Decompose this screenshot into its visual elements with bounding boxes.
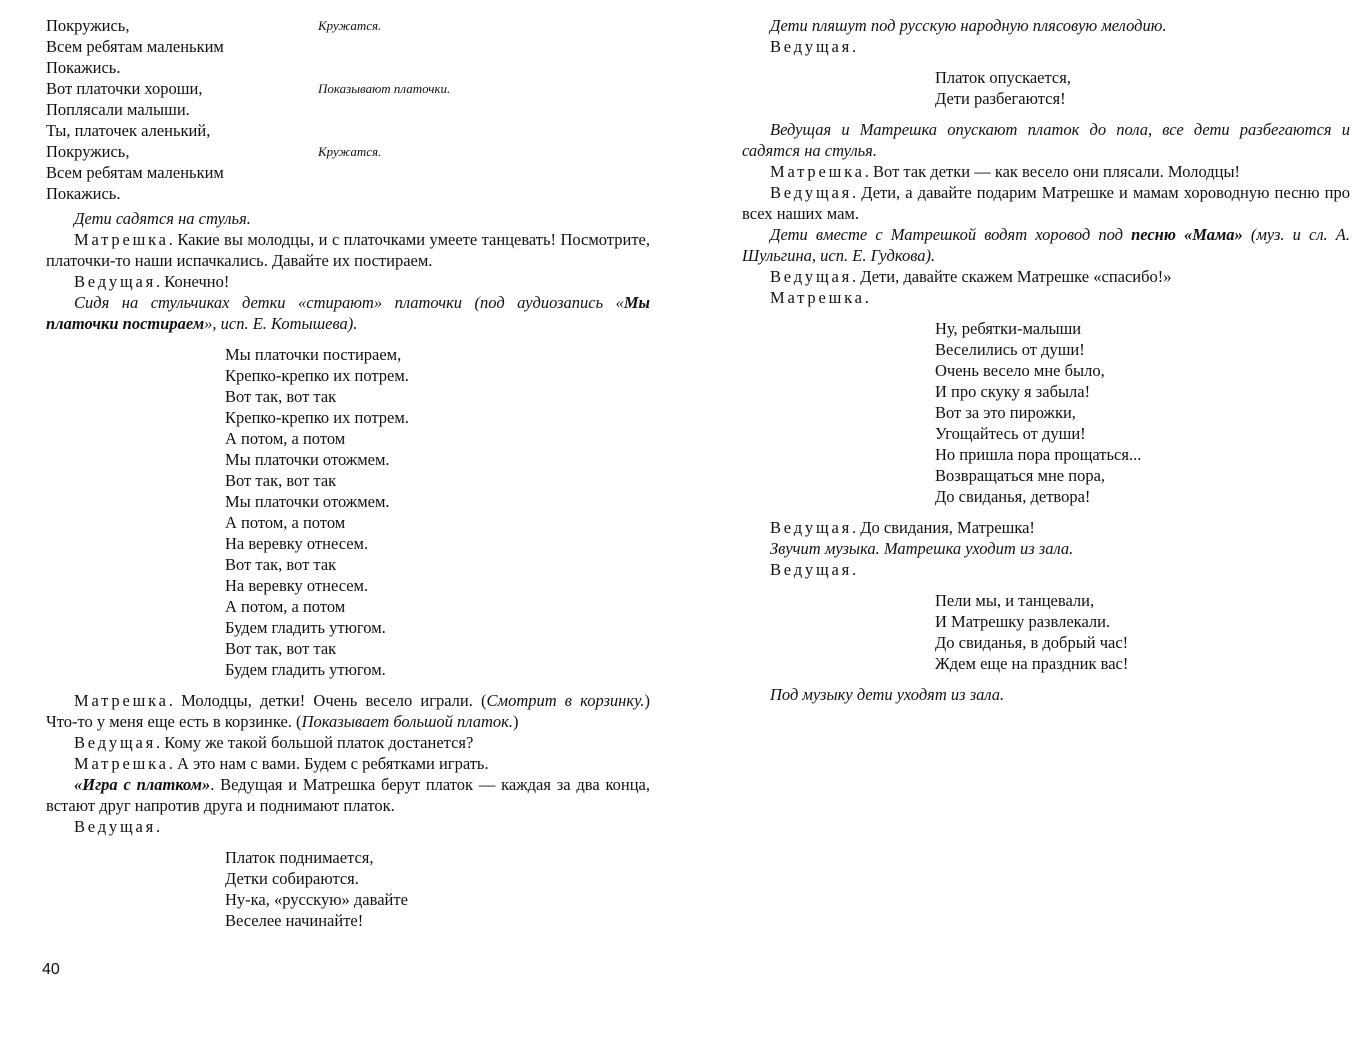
stage-direction: Дети пляшут под русскую народную плясовую мелодию. [770, 16, 1167, 35]
opening-verse [46, 15, 318, 204]
verse-line: Покажись. [46, 58, 121, 77]
verse-line: Покружись, [46, 16, 130, 35]
verse-line: Поплясали малыши. [46, 100, 190, 119]
verse-line: Будем гладить утюгом. [225, 660, 386, 679]
verse-line: Платок опускается, [935, 68, 1071, 87]
speaker-name: Матрешка [770, 288, 865, 307]
verse-line: Пели мы, и танцевали, [935, 591, 1095, 610]
dialogue-paragraph: Матрешка. Какие вы молодцы, и с платочками умеете танцевать! Посмотрите, платочки-то наши испачкались. Давайте их постираем. [46, 230, 650, 270]
stage-cue: Кружатся. [318, 18, 382, 33]
stage-direction: Дети вместе с Матрешкой водят хоровод под песню «Мама» (муз. и сл. А. Шульгина, исп. Е. Гудкова). [742, 225, 1350, 265]
game-paragraph: «Игра с платком». Ведущая и Матрешка берут платок — каждая за два конца, встают друг напротив друга и поднимают платок. [46, 775, 650, 815]
speaker-name: Ведущая [74, 733, 157, 752]
verse-line: До свиданья, детвора! [935, 487, 1091, 506]
dialogue-paragraph: Матрешка. Вот так детки — как весело они плясали. Молодцы! [770, 162, 1241, 181]
dialogue-paragraph: Ведущая. [74, 817, 161, 836]
stage-cue: Показывают платочки. [318, 81, 451, 96]
speaker-name: Ведущая [770, 560, 853, 579]
verse-line: Покружись, [46, 142, 130, 161]
dialogue-paragraph: Ведущая. [770, 37, 857, 56]
stage-cues [318, 15, 650, 204]
dialogue-paragraph: Ведущая. Кому же такой большой платок достанется? [74, 733, 474, 752]
verse-line: Ждем еще на праздник вас! [935, 654, 1129, 673]
stage-direction: Под музыку дети уходят из зала. [770, 685, 1005, 704]
verse-line: Возвращаться мне пора, [935, 466, 1106, 485]
dialogue-paragraph: Ведущая. До свидания, Матрешка! [770, 518, 1035, 537]
verse-line: Веселились от души! [935, 340, 1085, 359]
verse-line: На веревку отнесем. [225, 576, 369, 595]
verse-line: Будем гладить утюгом. [225, 618, 386, 637]
dialogue-paragraph: Матрешка. [770, 288, 869, 307]
speaker-name: Матрешка [74, 754, 169, 773]
dialogue-paragraph: Ведущая. Дети, а давайте подарим Матрешке и мамам хороводную песню про всех наших мам. [742, 183, 1350, 223]
speaker-name: Ведущая [74, 272, 157, 291]
verse-line: Вот так, вот так [225, 471, 337, 490]
verse-line: Мы платочки отожмем. [225, 450, 390, 469]
left-page [46, 15, 650, 941]
verse-line: Вот за это пирожки, [935, 403, 1076, 422]
dialogue-paragraph: Матрешка. Молодцы, детки! Очень весело играли. (Смотрит в корзинку.) Что-то у меня еще есть в корзинке. (Показывает большой платок.) [46, 691, 650, 731]
dialogue-paragraph: Ведущая. [770, 560, 857, 579]
verse-line: Очень весело мне было, [935, 361, 1105, 380]
stage-direction: Сидя на стульчиках детки «стирают» платочки (под аудиозапись «Мы платочки постираем», исп. Е. Котышева). [46, 293, 650, 333]
verse-line: Веселее начинайте! [225, 911, 364, 930]
verse-line: До свиданья, в добрый час! [935, 633, 1129, 652]
verse-line: Но пришла пора прощаться... [935, 445, 1142, 464]
verse-line: Крепко-крепко их потрем. [225, 408, 409, 427]
song-title: песню «Мама» [1131, 225, 1243, 244]
speaker-name: Матрешка [74, 691, 169, 710]
verse-line: А потом, а потом [225, 597, 346, 616]
speaker-name: Ведущая [770, 267, 853, 286]
verse-line: Ну-ка, «русскую» давайте [225, 890, 408, 909]
verse-line: Вот платочки хороши, [46, 79, 203, 98]
speaker-name: Матрешка [770, 162, 865, 181]
stage-direction: Дети садятся на стулья. [74, 209, 251, 228]
stage-cue: Кружатся. [318, 144, 382, 159]
verse-line: Ну, ребятки-малыши [935, 319, 1082, 338]
closing-verse [46, 847, 650, 931]
verse-line: Крепко-крепко их потрем. [225, 366, 409, 385]
verse-line: Всем ребятам маленьким [46, 163, 224, 182]
dialogue-paragraph: Ведущая. Дети, давайте скажем Матрешке «спасибо!» [770, 267, 1172, 286]
verse-line: Дети разбегаются! [935, 89, 1066, 108]
page-number: 40 [42, 961, 60, 978]
verse-line: Мы платочки постираем, [225, 345, 402, 364]
verse-line: А потом, а потом [225, 429, 346, 448]
verse-line: Всем ребятам маленьким [46, 37, 224, 56]
verse-line: И про скуку я забыла! [935, 382, 1091, 401]
verse-line: Вот так, вот так [225, 639, 337, 658]
verse-line: Покажись. [46, 184, 121, 203]
verse-line: Вот так, вот так [225, 387, 337, 406]
verse-line: Платок поднимается, [225, 848, 374, 867]
wash-verse [46, 344, 650, 680]
speaker-name: Ведущая [770, 37, 853, 56]
verse-line: Мы платочки отожмем. [225, 492, 390, 511]
speaker-name: Ведущая [770, 183, 853, 202]
speaker-name: Ведущая [74, 817, 157, 836]
verse-line: Угощайтесь от души! [935, 424, 1086, 443]
verse-line: На веревку отнесем. [225, 534, 369, 553]
verse-line: Вот так, вот так [225, 555, 337, 574]
verse-platok [742, 67, 1350, 109]
stage-direction: Ведущая и Матрешка опускают платок до пола, все дети разбегаются и садятся на стулья. [742, 120, 1350, 160]
verse-line: А потом, а потом [225, 513, 346, 532]
verse-farewell [742, 590, 1350, 674]
verse-line: И Матрешку развлекали. [935, 612, 1111, 631]
verse-line: Детки собираются. [225, 869, 359, 888]
right-page [742, 15, 1350, 705]
dialogue-paragraph: Ведущая. Конечно! [74, 272, 230, 291]
dialogue-paragraph: Матрешка. А это нам с вами. Будем с ребятками играть. [74, 754, 489, 773]
verse-matreshka [742, 318, 1350, 507]
stage-direction: Звучит музыка. Матрешка уходит из зала. [770, 539, 1074, 558]
game-title: «Игра с платком» [74, 775, 211, 794]
speaker-name: Матрешка [74, 230, 169, 249]
speaker-name: Ведущая [770, 518, 853, 537]
opening-verse-block [46, 15, 650, 204]
verse-line: Ты, платочек аленький, [46, 121, 211, 140]
